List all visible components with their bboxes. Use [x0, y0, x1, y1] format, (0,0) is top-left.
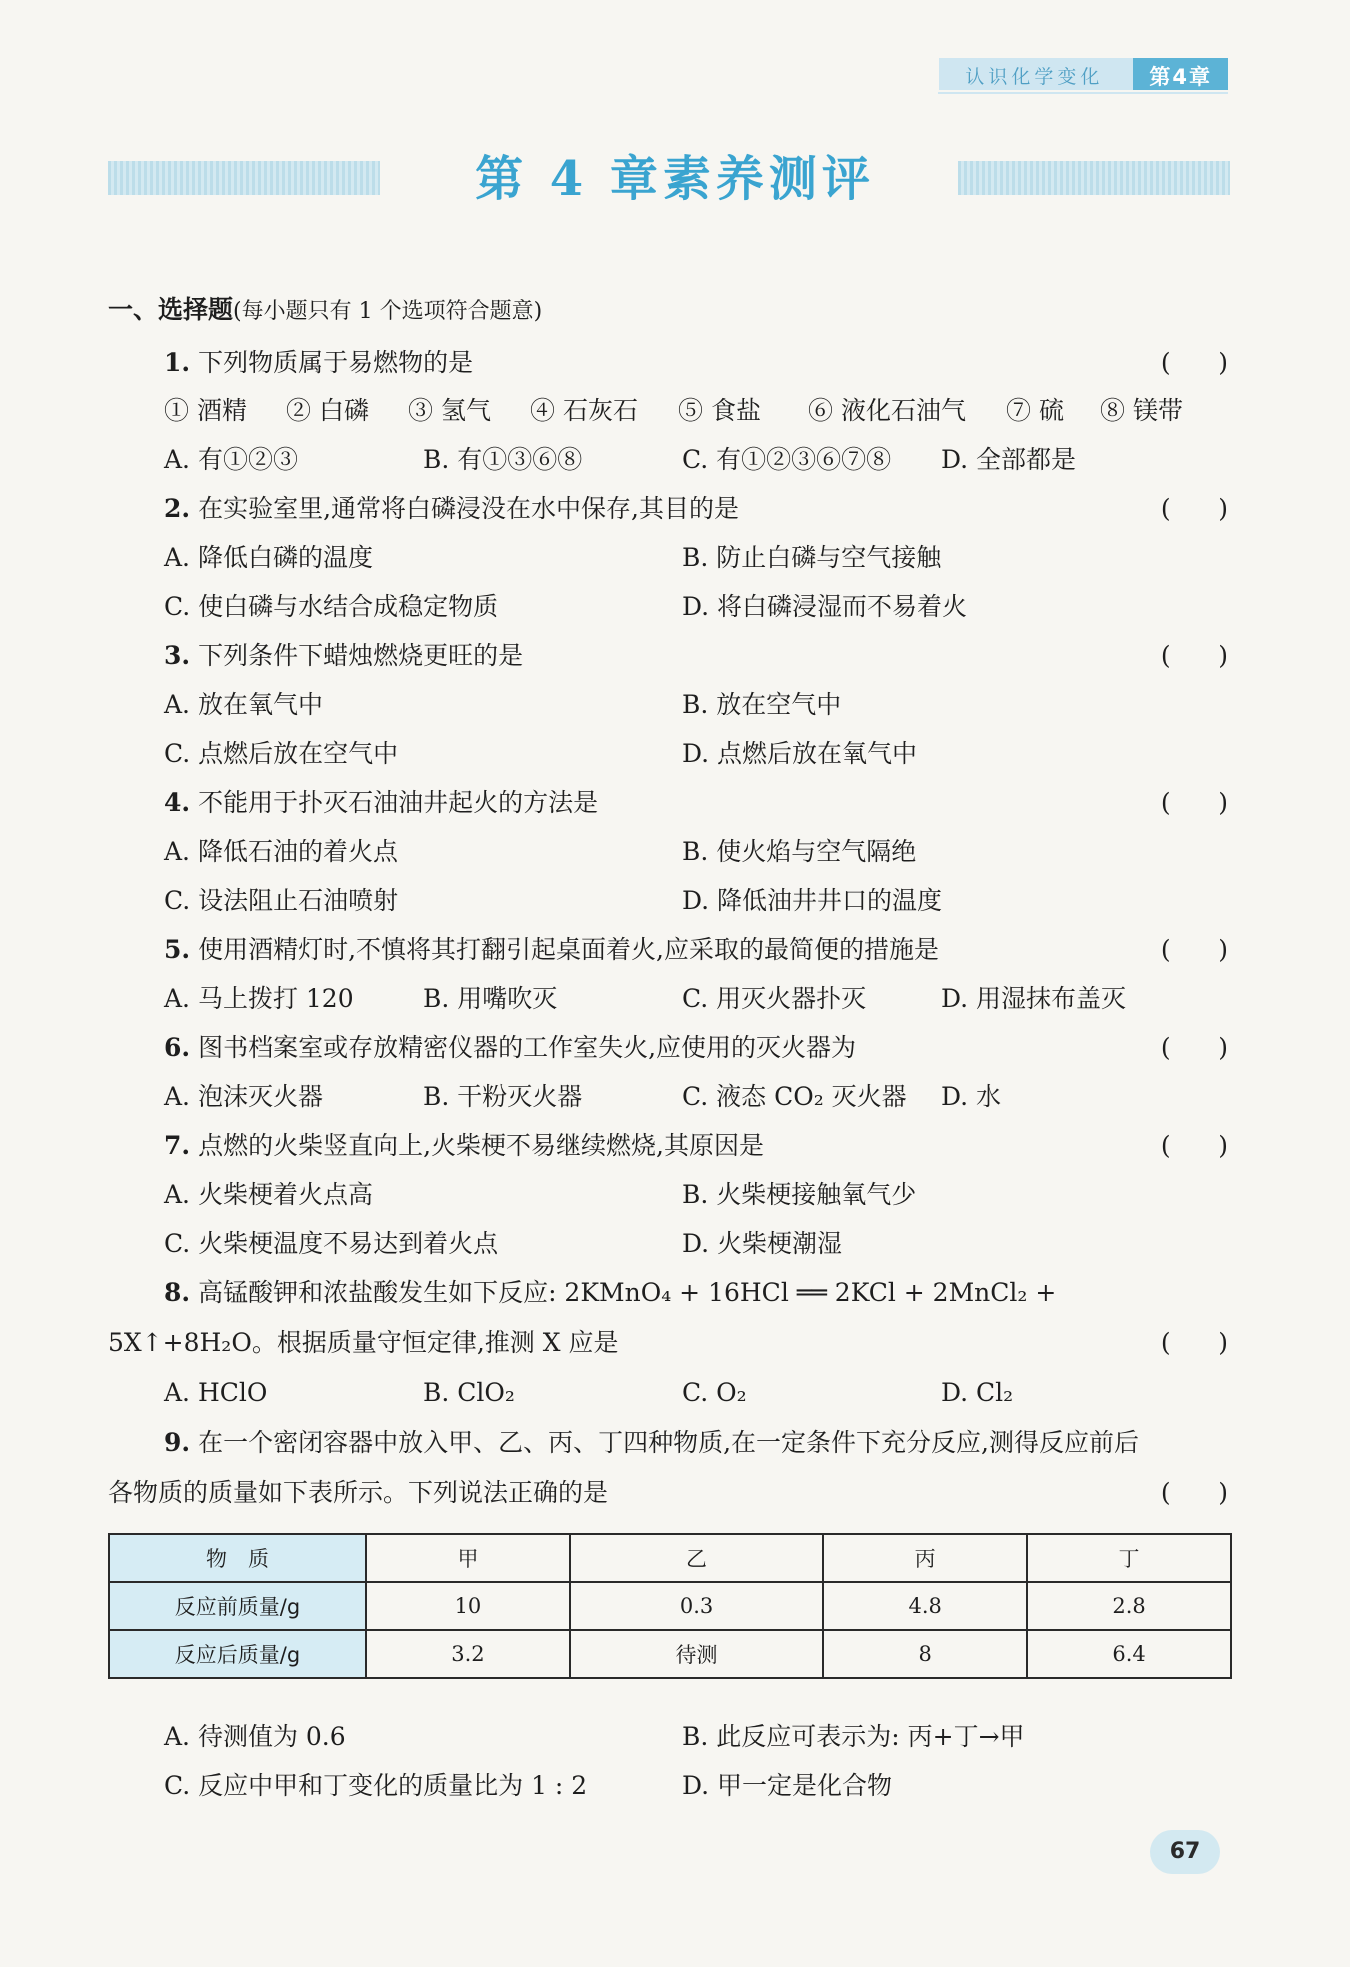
option-b[interactable]: B. 使火焰与空气隔绝 [682, 837, 917, 866]
question-stem-continued: 各物质的质量如下表所示。下列说法正确的是 [108, 1478, 609, 1507]
substance-item: ⑤ 食盐 [678, 396, 761, 425]
answer-blank[interactable]: ( ) [1160, 1131, 1228, 1160]
table-header-cell: 物 质 [109, 1534, 366, 1582]
question-stem-continued: 5X↑+8H₂O。根据质量守恒定律,推测 X 应是 [108, 1328, 619, 1357]
answer-blank[interactable]: ( ) [1160, 1033, 1228, 1062]
question-stem [164, 496, 739, 521]
section-heading [108, 297, 542, 323]
option-d[interactable]: D. 降低油井井口的温度 [682, 886, 943, 915]
section-note: (每小题只有 1 个选项符合题意) [233, 299, 543, 324]
chapter-badge: 第4章 [1133, 58, 1228, 90]
table-header-cell: 甲 [366, 1534, 570, 1582]
question-number: 9. [164, 1428, 191, 1457]
question-stem [164, 643, 523, 668]
option-c[interactable]: C. 反应中甲和丁变化的质量比为 1 : 2 [164, 1771, 588, 1800]
question-text: 在实验室里,通常将白磷浸没在水中保存,其目的是 [198, 494, 739, 523]
table-row [109, 1582, 1231, 1630]
table-cell: 2.8 [1027, 1582, 1231, 1630]
answer-blank[interactable]: ( ) [1160, 788, 1228, 817]
question-text: 图书档案室或存放精密仪器的工作室失火,应使用的灭火器为 [198, 1033, 857, 1062]
answer-blank[interactable]: ( ) [1160, 494, 1228, 523]
option-d[interactable]: D. 将白磷浸湿而不易着火 [682, 592, 968, 621]
mass-table [108, 1533, 1232, 1679]
option-b[interactable]: B. 火柴梗接触氧气少 [682, 1180, 917, 1209]
table-cell: 6.4 [1027, 1630, 1231, 1678]
table-row-label: 反应后质量/g [109, 1630, 366, 1678]
option-b[interactable]: B. 此反应可表示为: 丙+丁→甲 [682, 1722, 1025, 1751]
question-number: 4. [164, 788, 191, 817]
question-number: 2. [164, 494, 191, 523]
table-header-row [109, 1534, 1231, 1582]
substance-item: ③ 氢气 [408, 396, 491, 425]
option-d[interactable]: D. 点燃后放在氧气中 [682, 739, 918, 768]
question-number: 1. [164, 348, 191, 377]
option-a[interactable]: A. 有①②③ [164, 445, 298, 474]
question-number: 6. [164, 1033, 191, 1062]
option-c[interactable]: C. 用灭火器扑灭 [682, 984, 867, 1013]
option-b[interactable]: B. 防止白磷与空气接触 [682, 543, 942, 572]
question-stem [164, 937, 939, 962]
option-b[interactable]: B. 放在空气中 [682, 690, 842, 719]
option-a[interactable]: A. HClO [164, 1378, 268, 1407]
page-number: 67 [1150, 1830, 1220, 1874]
page-title: 第 4 章素养测评 [475, 151, 875, 207]
substance-item: ② 白磷 [286, 396, 369, 425]
chapter-header [939, 58, 1228, 90]
table-header-cell: 乙 [570, 1534, 823, 1582]
option-d[interactable]: D. 用湿抹布盖灭 [941, 984, 1127, 1013]
option-b[interactable]: B. 干粉灭火器 [423, 1082, 583, 1111]
option-c[interactable]: C. O₂ [682, 1378, 747, 1407]
substance-item: ⑧ 镁带 [1100, 396, 1183, 425]
option-c[interactable]: C. 点燃后放在空气中 [164, 739, 399, 768]
question-number: 8. [164, 1278, 191, 1307]
question-text: 不能用于扑灭石油油井起火的方法是 [198, 788, 599, 817]
answer-blank[interactable]: ( ) [1160, 935, 1228, 964]
option-c[interactable]: C. 设法阻止石油喷射 [164, 886, 399, 915]
table-cell: 3.2 [366, 1630, 570, 1678]
question-number: 5. [164, 935, 191, 964]
option-d[interactable]: D. 水 [941, 1082, 1002, 1111]
header-underline [938, 92, 1228, 94]
option-d[interactable]: D. Cl₂ [941, 1378, 1014, 1407]
option-b[interactable]: B. 用嘴吹灭 [423, 984, 558, 1013]
answer-blank[interactable]: ( ) [1160, 348, 1228, 377]
option-a[interactable]: A. 放在氧气中 [164, 690, 323, 719]
question-text: 下列物质属于易燃物的是 [198, 348, 474, 377]
table-cell: 0.3 [570, 1582, 823, 1630]
question-stem [164, 790, 598, 815]
option-a[interactable]: A. 待测值为 0.6 [164, 1722, 346, 1751]
table-cell: 8 [823, 1630, 1027, 1678]
table-header-cell: 丙 [823, 1534, 1027, 1582]
question-stem [164, 1280, 1056, 1305]
option-a[interactable]: A. 泡沫灭火器 [164, 1082, 323, 1111]
question-stem [164, 1430, 1139, 1455]
question-text: 高锰酸钾和浓盐酸发生如下反应: 2KMnO₄ + 16HCl ══ 2KCl + 2MnCl₂ + [198, 1278, 1057, 1307]
table-cell: 4.8 [823, 1582, 1027, 1630]
table-cell: 待测 [570, 1630, 823, 1678]
option-a[interactable]: A. 降低石油的着火点 [164, 837, 398, 866]
table-cell: 10 [366, 1582, 570, 1630]
section-label: 一、选择题 [108, 295, 234, 324]
question-text: 在一个密闭容器中放入甲、乙、丙、丁四种物质,在一定条件下充分反应,测得反应前后 [198, 1428, 1139, 1457]
option-c[interactable]: C. 使白磷与水结合成稳定物质 [164, 592, 499, 621]
table-header-cell: 丁 [1027, 1534, 1231, 1582]
option-c[interactable]: C. 火柴梗温度不易达到着火点 [164, 1229, 499, 1258]
option-a[interactable]: A. 火柴梗着火点高 [164, 1180, 373, 1209]
option-d[interactable]: D. 全部都是 [941, 445, 1077, 474]
question-number: 3. [164, 641, 191, 670]
question-stem [164, 350, 473, 375]
option-d[interactable]: D. 火柴梗潮湿 [682, 1229, 843, 1258]
option-c[interactable]: C. 液态 CO₂ 灭火器 [682, 1082, 907, 1111]
chapter-topic: 认识化学变化 [939, 58, 1133, 90]
question-text: 使用酒精灯时,不慎将其打翻引起桌面着火,应采取的最简便的措施是 [198, 935, 939, 964]
substance-item: ① 酒精 [164, 396, 247, 425]
option-b[interactable]: B. 有①③⑥⑧ [423, 445, 583, 474]
question-text: 下列条件下蜡烛燃烧更旺的是 [198, 641, 524, 670]
substance-item: ⑦ 硫 [1006, 396, 1064, 425]
option-b[interactable]: B. ClO₂ [423, 1378, 515, 1407]
option-c[interactable]: C. 有①②③⑥⑦⑧ [682, 445, 892, 474]
question-number: 7. [164, 1131, 191, 1160]
answer-blank[interactable]: ( ) [1160, 1328, 1228, 1357]
substance-item: ⑥ 液化石油气 [808, 396, 966, 425]
answer-blank[interactable]: ( ) [1160, 641, 1228, 670]
question-stem [164, 1133, 764, 1158]
question-stem [164, 1035, 856, 1060]
table-row [109, 1630, 1231, 1678]
option-a[interactable]: A. 马上拨打 120 [164, 984, 354, 1013]
option-a[interactable]: A. 降低白磷的温度 [164, 543, 373, 572]
substance-item: ④ 石灰石 [530, 396, 638, 425]
table-row-label: 反应前质量/g [109, 1582, 366, 1630]
option-d[interactable]: D. 甲一定是化合物 [682, 1771, 893, 1800]
question-text: 点燃的火柴竖直向上,火柴梗不易继续燃烧,其原因是 [198, 1131, 764, 1160]
answer-blank[interactable]: ( ) [1160, 1478, 1228, 1507]
